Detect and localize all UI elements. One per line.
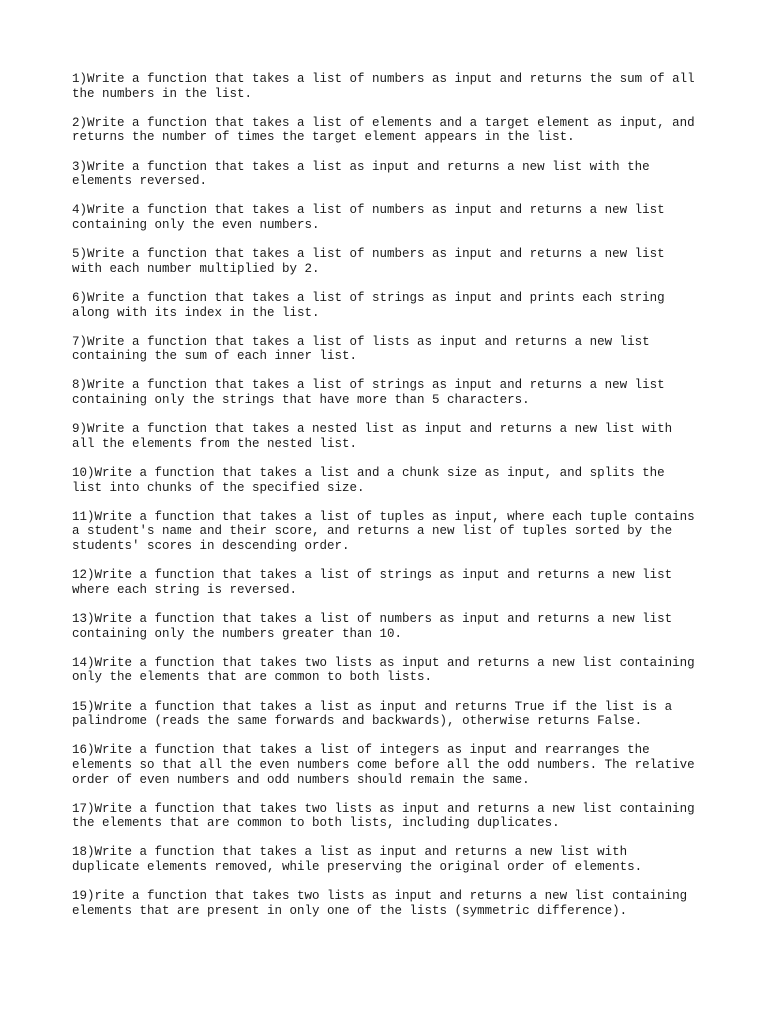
exercise-text-line: 15)Write a function that takes a list as input and returns True if the list is a [72,699,673,714]
exercise-item [72,422,712,451]
exercise-text-line: palindrome (reads the same forwards and backwards), otherwise returns False. [72,714,643,729]
document-page [72,72,712,933]
exercise-item [72,378,712,407]
exercise-text-line: 3)Write a function that takes a list as input and returns a new list with the [72,159,650,174]
exercise-item [72,466,712,495]
exercise-text-line: the elements that are common to both lists, including duplicates. [72,816,560,831]
exercise-item [72,845,712,874]
exercise-text-line: only the elements that are common to both lists. [72,670,433,685]
exercise-item [72,203,712,232]
exercise-text-line: 2)Write a function that takes a list of elements and a target element as input, and [72,115,695,130]
exercise-item [72,743,712,787]
exercise-text-line: 10)Write a function that takes a list and a chunk size as input, and splits the [72,466,665,481]
exercise-text-line: duplicate elements removed, while preserving the original order of elements. [72,860,643,875]
exercise-text-line: students' scores in descending order. [72,539,350,553]
exercise-item [72,889,712,918]
exercise-text-line: 17)Write a function that takes two lists as input and returns a new list containing [72,801,695,816]
exercise-item [72,291,712,320]
exercise-item [72,510,712,554]
exercise-text-line: elements so that all the even numbers come before all the odd numbers. The relative [72,757,695,772]
exercise-text-line: 19)rite a function that takes two lists as input and returns a new list containing [72,889,688,904]
exercise-text-line: 6)Write a function that takes a list of strings as input and prints each string [72,290,665,305]
exercise-text-line: containing only the even numbers. [72,217,320,232]
exercise-text-line: 4)Write a function that takes a list of numbers as input and returns a new list [72,203,665,218]
exercise-item [72,72,712,101]
exercise-text-line: 12)Write a function that takes a list of strings as input and returns a new list [72,568,673,583]
exercise-text-line: order of even numbers and odd numbers should remain the same. [72,772,530,787]
exercise-item [72,612,712,641]
exercise-text-line: 11)Write a function that takes a list of tuples as input, where each tuple contains [72,509,695,524]
exercise-text-line: containing the sum of each inner list. [72,349,358,364]
exercise-text-line: elements reversed. [72,174,208,189]
exercise-text-line: 8)Write a function that takes a list of strings as input and returns a new list [72,378,665,393]
exercise-item [72,568,712,597]
exercise-item [72,116,712,145]
exercise-text-line: 5)Write a function that takes a list of numbers as input and returns a new list [72,247,665,262]
exercise-text-line: where each string is reversed. [72,582,298,597]
exercise-text-line: 7)Write a function that takes a list of lists as input and returns a new list [72,334,650,349]
exercise-text-line: 16)Write a function that takes a list of integers as input and rearranges the [72,743,650,758]
exercise-text-line: all the elements from the nested list. [72,436,358,451]
exercise-item [72,335,712,364]
exercise-text-line: 1)Write a function that takes a list of numbers as input and returns the sum of all [72,72,695,86]
exercise-text-line: elements that are present in only one of the lists (symmetric difference). [72,903,628,918]
exercise-item [72,700,712,729]
exercise-text-line: with each number multiplied by 2. [72,261,320,276]
exercise-text-line: along with its index in the list. [72,305,320,320]
exercise-text-line: returns the number of times the target element appears in the list. [72,130,575,145]
exercise-item [72,160,712,189]
exercise-item [72,802,712,831]
exercise-text-line: 14)Write a function that takes two lists as input and returns a new list containing [72,655,695,670]
exercise-text-line: containing only the numbers greater than 10. [72,626,403,641]
exercise-text-line: list into chunks of the specified size. [72,480,365,495]
exercise-text-line: a student's name and their score, and returns a new list of tuples sorted by the [72,524,673,539]
exercise-text-line: 13)Write a function that takes a list of numbers as input and returns a new list [72,611,673,626]
exercise-text-line: containing only the strings that have more than 5 characters. [72,393,530,408]
exercise-text-line: 18)Write a function that takes a list as input and returns a new list with [72,845,628,860]
exercise-text-line: 9)Write a function that takes a nested list as input and returns a new list with [72,422,673,437]
exercise-text-line: the numbers in the list. [72,86,253,101]
exercise-item [72,247,712,276]
exercise-item [72,656,712,685]
